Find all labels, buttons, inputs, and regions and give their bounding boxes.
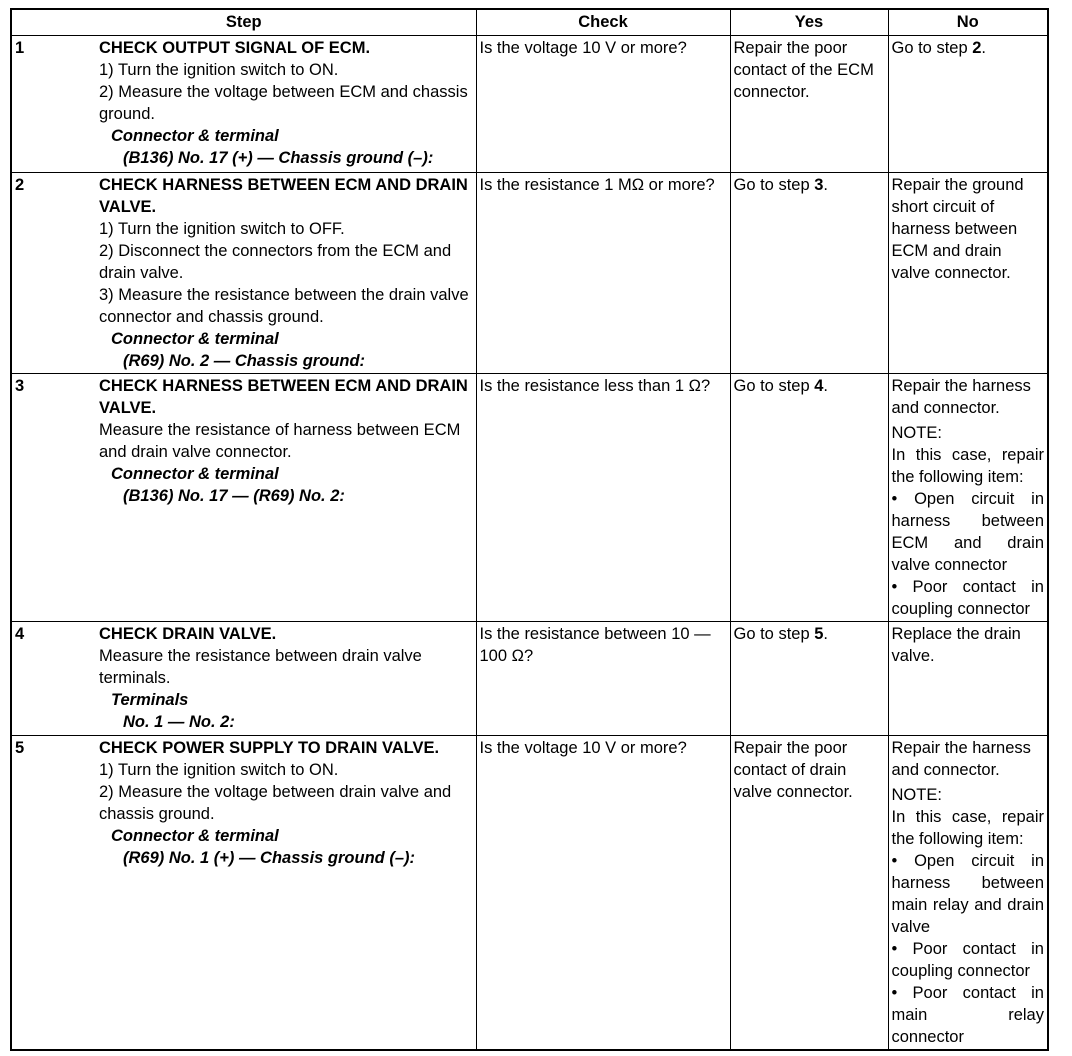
yes-step-number: 4 [814, 376, 824, 395]
step-label: Connector & terminal [111, 826, 279, 845]
step-line: 2) Disconnect the connectors from the ECM and drain valve. [99, 241, 452, 282]
yes-text-end: . [823, 376, 828, 395]
step-line: Measure the resistance between drain valve terminals. [99, 646, 422, 687]
yes-cell [730, 172, 888, 373]
note-item: • Open circuit in harness between main relay and drain valve [891, 851, 1044, 936]
step-detail: (B136) No. 17 — (R69) No. 2: [123, 486, 345, 505]
no-cell [888, 735, 1048, 1050]
step-detail: (B136) No. 17 (+) — Chassis ground (–): [123, 148, 434, 167]
note-item: • Poor contact in main relay connector [891, 983, 1044, 1046]
step-title: CHECK POWER SUPPLY TO DRAIN VALVE. [99, 738, 440, 757]
yes-step-number: 3 [814, 175, 824, 194]
no-text: Repair the harness and connector. [891, 376, 1031, 417]
step-detail: (R69) No. 2 — Chassis ground: [123, 351, 366, 370]
yes-cell: Repair the poor contact of drain valve connector. [730, 735, 888, 1050]
table-row [11, 621, 1048, 735]
no-text: Go to step [891, 38, 973, 57]
step-cell [11, 35, 476, 172]
step-line: 2) Measure the voltage between ECM and chassis ground. [99, 82, 468, 123]
check-cell: Is the voltage 10 V or more? [476, 735, 730, 1050]
step-number: 2 [15, 175, 25, 194]
note-item: • Poor contact in coupling connector [891, 577, 1044, 618]
no-text: Repair the harness and connector. [891, 738, 1031, 779]
step-number: 4 [15, 624, 25, 643]
step-number: 3 [15, 376, 25, 395]
yes-text: Go to step [733, 175, 815, 194]
yes-cell [730, 373, 888, 621]
header-row [11, 9, 1048, 35]
yes-text: Go to step [733, 624, 815, 643]
note-item: • Open circuit in harness between ECM and drain valve connector [891, 489, 1044, 574]
step-title: CHECK OUTPUT SIGNAL OF ECM. [99, 38, 371, 57]
step-line: Measure the resistance of harness between ECM and drain valve connector. [99, 420, 461, 461]
no-text-end: . [981, 38, 986, 57]
no-cell [888, 373, 1048, 621]
table-row [11, 35, 1048, 172]
note-intro: In this case, repair the following item: [891, 807, 1044, 848]
no-cell: Repair the ground short circuit of harness between ECM and drain valve connector. [888, 172, 1048, 373]
step-detail: (R69) No. 1 (+) — Chassis ground (–): [123, 848, 415, 867]
no-cell [888, 35, 1048, 172]
header-yes: Yes [730, 9, 888, 35]
yes-cell [730, 621, 888, 735]
check-cell: Is the resistance 1 MΩ or more? [476, 172, 730, 373]
step-title: CHECK HARNESS BETWEEN ECM AND DRAIN VALVE. [99, 175, 468, 216]
step-line: 1) Turn the ignition switch to ON. [99, 760, 339, 779]
step-line: 1) Turn the ignition switch to OFF. [99, 219, 345, 238]
step-cell [11, 172, 476, 373]
yes-step-number: 5 [814, 624, 824, 643]
note-label: NOTE: [891, 785, 942, 804]
step-title: CHECK HARNESS BETWEEN ECM AND DRAIN VALVE. [99, 376, 468, 417]
yes-text-end: . [823, 624, 828, 643]
step-number: 1 [15, 38, 25, 57]
header-no: No [888, 9, 1048, 35]
step-label: Connector & terminal [111, 464, 279, 483]
step-cell [11, 373, 476, 621]
step-line: 3) Measure the resistance between the drain valve connector and chassis ground. [99, 285, 469, 326]
yes-text: Go to step [733, 376, 815, 395]
yes-text-end: . [823, 175, 828, 194]
header-check: Check [476, 9, 730, 35]
note-intro: In this case, repair the following item: [891, 445, 1044, 486]
no-cell: Replace the drain valve. [888, 621, 1048, 735]
step-label: Connector & terminal [111, 329, 279, 348]
step-line: 1) Turn the ignition switch to ON. [99, 60, 339, 79]
table-row [11, 735, 1048, 1050]
no-step-number: 2 [972, 38, 982, 57]
step-line: 2) Measure the voltage between drain valve and chassis ground. [99, 782, 452, 823]
step-number: 5 [15, 738, 25, 757]
check-cell: Is the resistance less than 1 Ω? [476, 373, 730, 621]
check-cell: Is the voltage 10 V or more? [476, 35, 730, 172]
check-cell: Is the resistance between 10 — 100 Ω? [476, 621, 730, 735]
step-cell [11, 735, 476, 1050]
step-label: Terminals [111, 690, 189, 709]
step-title: CHECK DRAIN VALVE. [99, 624, 277, 643]
note-label: NOTE: [891, 423, 942, 442]
step-label: Connector & terminal [111, 126, 279, 145]
header-step: Step [11, 9, 476, 35]
table-row [11, 373, 1048, 621]
yes-cell: Repair the poor contact of the ECM connector. [730, 35, 888, 172]
step-cell [11, 621, 476, 735]
diagnostic-table [10, 8, 1049, 1051]
step-detail: No. 1 — No. 2: [123, 712, 235, 731]
table-row [11, 172, 1048, 373]
note-item: • Poor contact in coupling connector [891, 939, 1044, 980]
